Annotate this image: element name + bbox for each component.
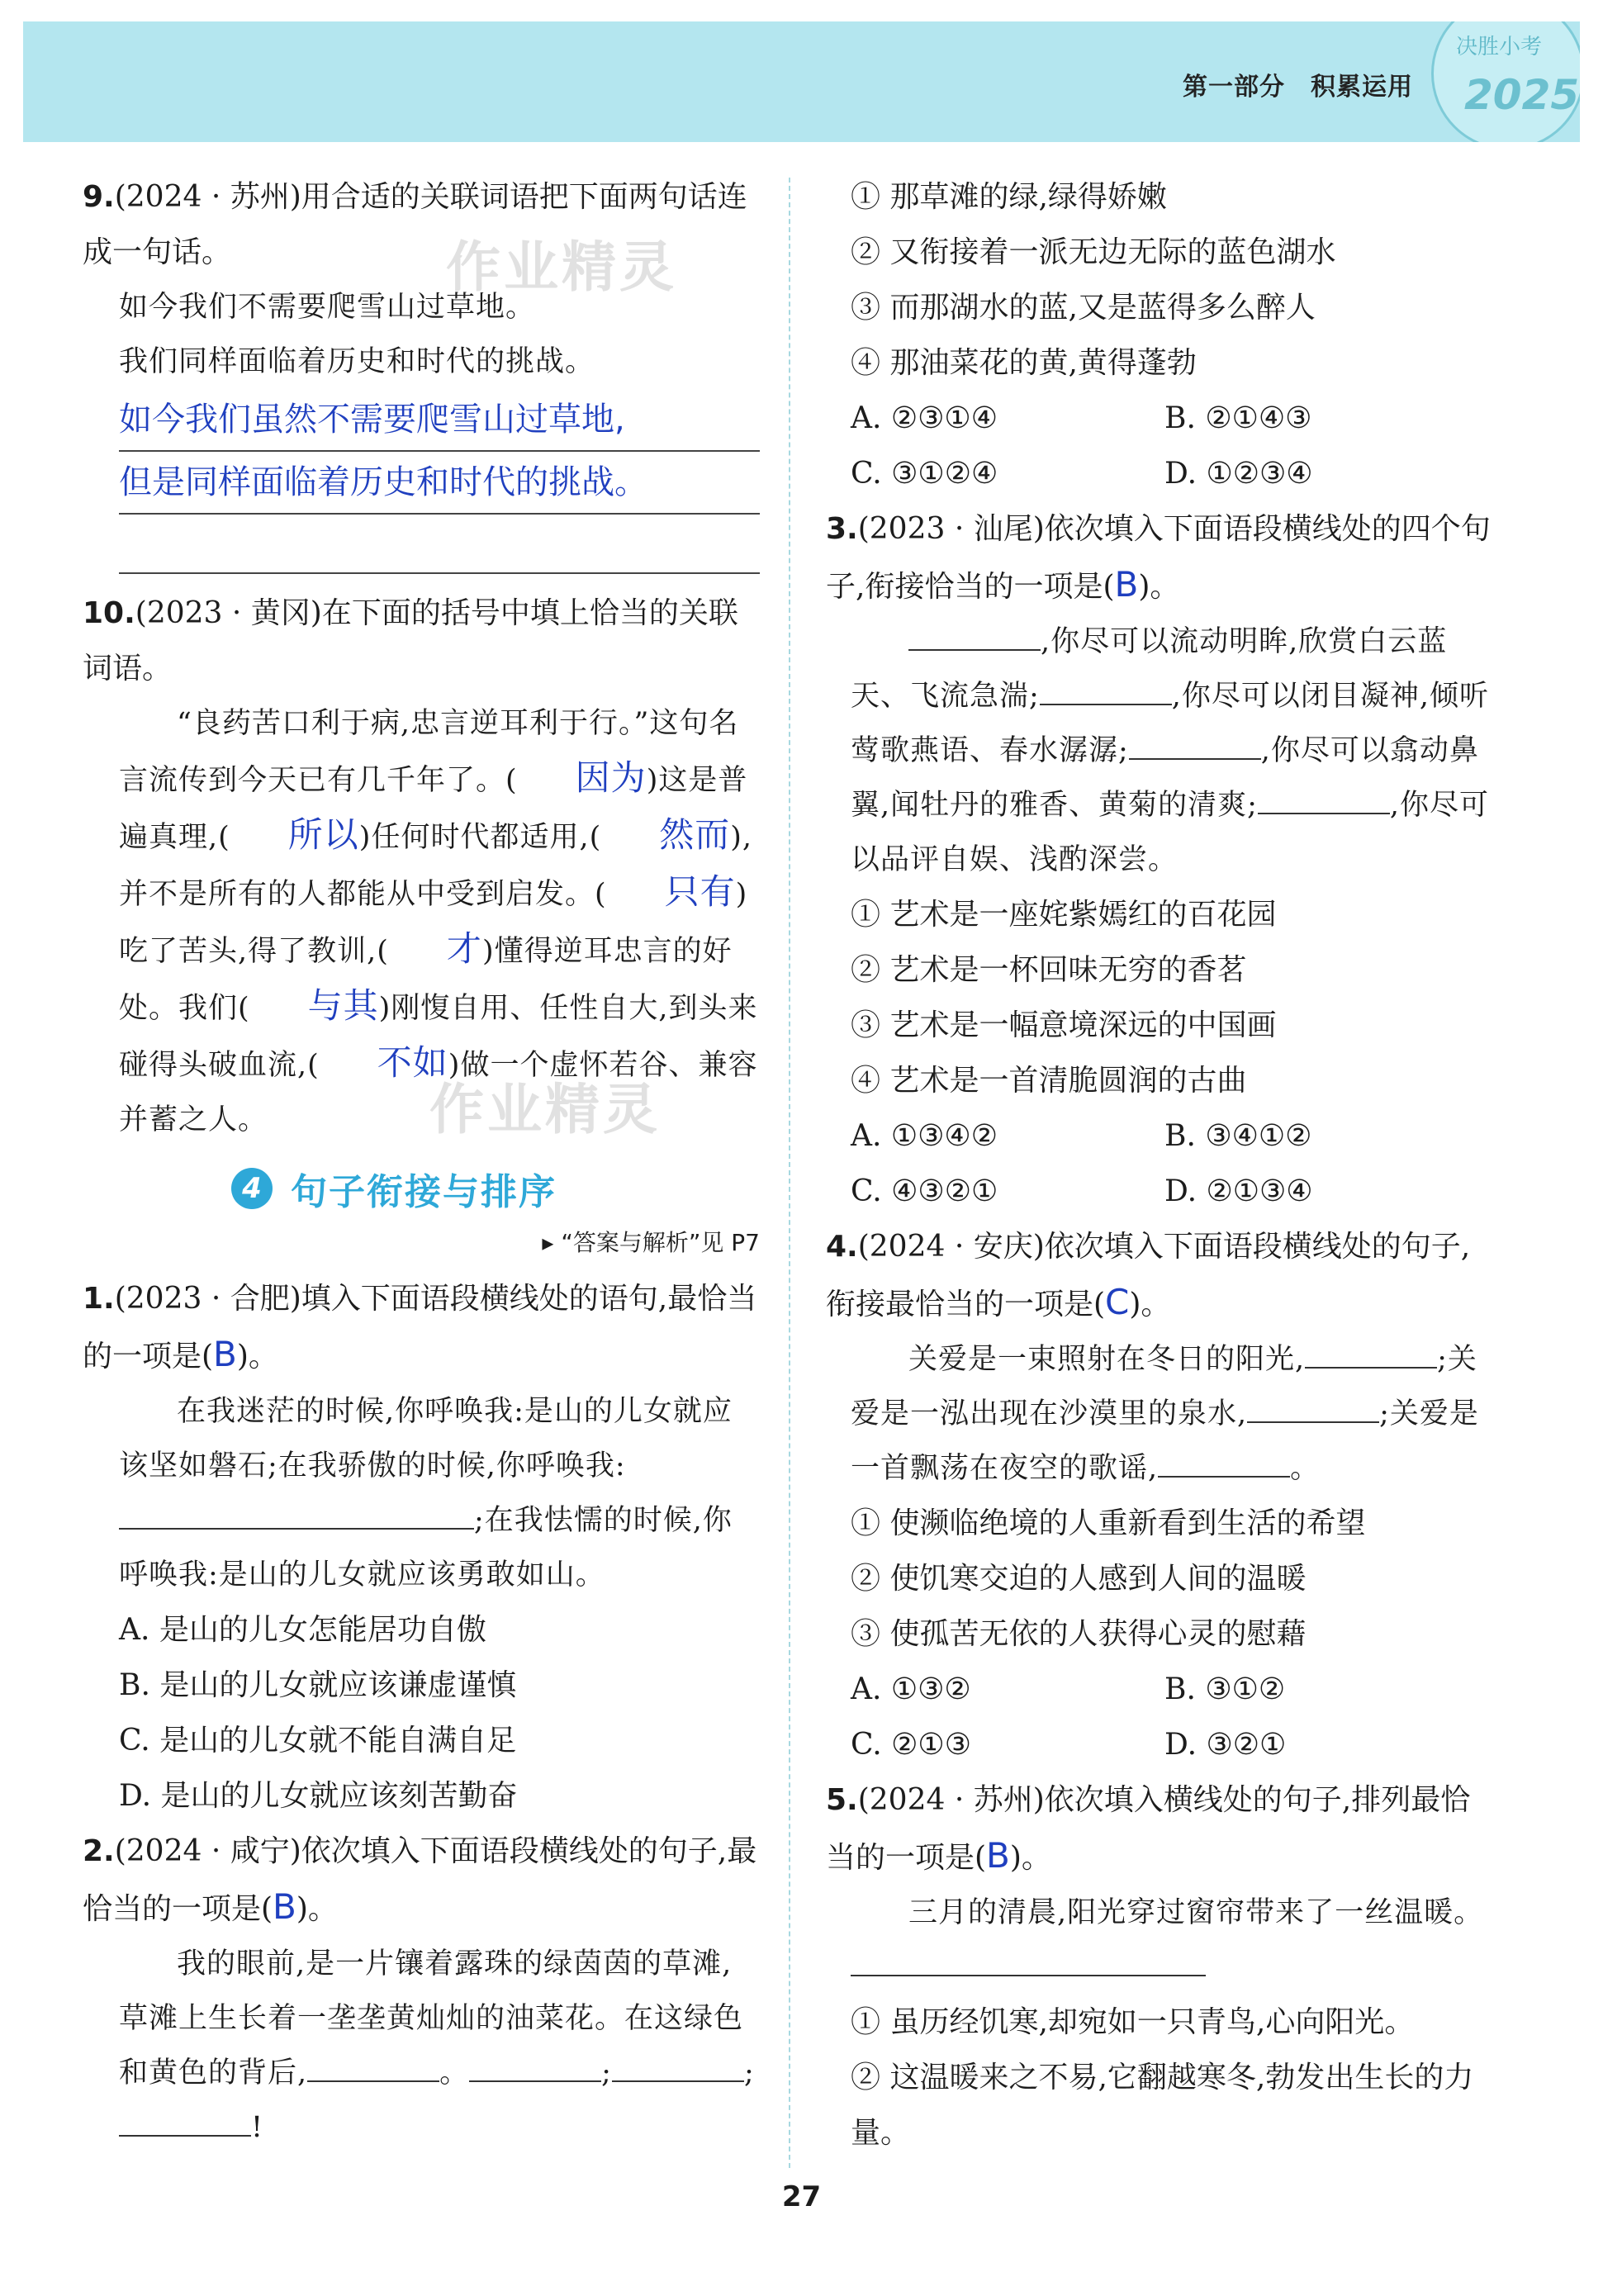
- text: !: [251, 2111, 264, 2144]
- left-column: [83, 169, 760, 2155]
- option-row: [826, 446, 1495, 501]
- text: ;关爱是一首飘荡在夜空的歌谣,: [851, 1397, 1479, 1485]
- answer: B: [986, 1835, 1010, 1876]
- answer: 因为: [575, 757, 647, 798]
- question-number: 10.: [83, 596, 135, 630]
- text: 在我迷茫的时候,你呼唤我:是山的儿女就应该坚如磐石;在我骄傲的时候,你呼唤我:: [119, 1395, 733, 1482]
- option-row: [826, 1164, 1495, 1219]
- option: D. ②①③④: [1164, 1174, 1313, 1208]
- item: ② 这温暖来之不易,它翻越寒冬,勃发出生长的力量。: [851, 2061, 1474, 2150]
- text: ,你尽可以品评自娱、浅酌深尝。: [851, 789, 1490, 876]
- section-number: 4: [231, 1168, 273, 1209]
- option-row: [826, 1662, 1495, 1717]
- question-s4: [826, 1219, 1495, 1772]
- option: B. 是山的儿女就应该谦虚谨慎: [119, 1668, 517, 1702]
- question-s3: [826, 501, 1495, 1219]
- question-stem: [83, 169, 760, 280]
- question-number: 2.: [83, 1834, 115, 1868]
- passage: [83, 1384, 760, 1602]
- text: ,你尽可以翕动鼻翼,闻牡丹的雅香、黄菊的清爽;: [851, 734, 1479, 822]
- page-number: 27: [781, 2180, 822, 2213]
- question-s2-continued: [826, 169, 1495, 501]
- option: C. ④③②①: [851, 1174, 998, 1208]
- option: B. ②①④③: [1164, 401, 1312, 435]
- option-row: [826, 1717, 1495, 1772]
- answer: 与其: [307, 985, 379, 1026]
- item: ② 艺术是一杯回味无穷的香茗: [851, 953, 1247, 987]
- item: ① 使濒临绝境的人重新看到生活的希望: [851, 1506, 1366, 1540]
- option: B. ③④①②: [1164, 1119, 1312, 1153]
- option: B. ③①②: [1164, 1672, 1286, 1706]
- option: A. 是山的儿女怎能居功自傲: [119, 1613, 486, 1647]
- option: C. ③①②④: [851, 457, 998, 491]
- item: ① 艺术是一座姹紫嫣红的百花园: [851, 898, 1277, 932]
- question-s1: [83, 1271, 760, 1824]
- text: )吃了苦头,得了教训,(: [119, 878, 748, 968]
- blank: [851, 1975, 1206, 1976]
- question-stem: [83, 586, 760, 696]
- item: ② 又衔接着一派无边无际的蓝色湖水: [851, 235, 1336, 269]
- question-9: [83, 169, 760, 574]
- option: A. ①③②: [851, 1672, 971, 1706]
- stem-text: (2023 · 黄冈)在下面的括号中填上恰当的关联词语。: [83, 596, 738, 685]
- section-title: 句子衔接与排序: [291, 1171, 557, 1213]
- text: 关爱是一束照射在冬日的阳光,: [908, 1343, 1306, 1376]
- text: )这是普遍真理,(: [119, 764, 748, 854]
- answer-reference: ▸ “答案与解析”见 P7: [542, 1229, 760, 1256]
- blank: [1040, 704, 1172, 705]
- option: C. ②①③: [851, 1728, 971, 1762]
- stem-text: (2024 · 苏州)依次填入横线处的句子,排列最恰当的一项是(: [826, 1783, 1471, 1875]
- stem-text: (2024 · 苏州)用合适的关联词语把下面两句话连成一句话。: [83, 180, 747, 269]
- item: ③ 艺术是一幅意境深远的中国画: [851, 1008, 1277, 1042]
- answer: B: [273, 1886, 296, 1927]
- blank: [1258, 813, 1390, 814]
- right-column: [826, 169, 1495, 2161]
- stem-end: )。: [1129, 1288, 1171, 1321]
- answer: C: [1105, 1282, 1130, 1322]
- answer: 只有: [664, 871, 736, 912]
- text: (: [505, 764, 518, 797]
- question-number: 4.: [826, 1230, 858, 1264]
- text: ;在我怯懦的时候,你呼唤我:是山的儿女就应该勇敢如山。: [119, 1504, 733, 1592]
- section-header-title: 第一部分 积累运用: [1183, 73, 1413, 102]
- text: ,你尽可以闭目凝神,倾听莺歌燕语、春水潺潺;: [851, 680, 1490, 767]
- question-s2: [83, 1824, 760, 2155]
- watermark: 作业精灵: [446, 235, 677, 299]
- question-10: [83, 586, 760, 1147]
- blank: [119, 2135, 251, 2137]
- text: ;: [743, 2056, 755, 2090]
- option: C. 是山的儿女就不能自满自足: [119, 1724, 517, 1758]
- text: 。: [439, 2056, 470, 2090]
- item: ③ 使孤苦无依的人获得心灵的慰藉: [851, 1617, 1307, 1651]
- item: ① 虽历经饥寒,却宛如一只青鸟,心向阳光。: [851, 2005, 1415, 2039]
- text: ;: [601, 2056, 612, 2090]
- blank: [119, 1528, 474, 1530]
- question-s5: [826, 1772, 1495, 2161]
- blank: [307, 2080, 439, 2082]
- watermark: 作业精灵: [429, 1078, 661, 1141]
- answer: B: [213, 1334, 237, 1374]
- stem-text: (2023 · 合肥)填入下面语段横线处的语句,最恰当的一项是(: [83, 1282, 757, 1373]
- blank: [612, 2080, 744, 2082]
- question-stem: [826, 1219, 1495, 1332]
- stem-end: )。: [1009, 1841, 1051, 1875]
- item: ② 使饥寒交迫的人感到人间的温暖: [851, 1562, 1307, 1596]
- item: ④ 艺术是一首清脆圆润的古曲: [851, 1064, 1247, 1098]
- year-badge: [1423, 21, 1580, 142]
- question-stem: [83, 1824, 760, 1937]
- item: ③ 而那湖水的蓝,又是蓝得多么醉人: [851, 291, 1316, 325]
- text: )刚愎自用、任性自大,到头来碰得头破血流,(: [119, 992, 758, 1082]
- text: ;关爱是一泓出现在沙漠里的泉水,: [851, 1343, 1477, 1430]
- answer-line-2: 但是同样面临着历史和时代的挑战。: [119, 452, 760, 515]
- question-stem: [83, 1271, 760, 1384]
- blank: [1129, 758, 1261, 760]
- passage: [826, 1332, 1495, 1496]
- blank: [1247, 1421, 1379, 1423]
- question-number: 5.: [826, 1783, 858, 1817]
- stem-end: )。: [296, 1892, 338, 1926]
- question-stem: [826, 1772, 1495, 1886]
- text: 三月的清晨,阳光穿过窗帘带来了一丝温暖。: [908, 1896, 1484, 1929]
- question-number: 3.: [826, 512, 858, 546]
- text: ),并不是所有的人都能从中受到启发。(: [119, 821, 753, 911]
- option-row: [826, 1108, 1495, 1164]
- blank: [469, 2080, 601, 2082]
- passage: [826, 614, 1495, 887]
- answer-line-3: [119, 515, 760, 574]
- option: A. ①③④②: [851, 1119, 998, 1153]
- answer: 所以: [287, 814, 359, 855]
- answer: B: [1114, 564, 1139, 605]
- section-heading: [231, 1162, 760, 1215]
- answer: 才: [446, 928, 482, 969]
- text: ,你尽可以流动明眸,欣赏白云蓝天、飞流急湍;: [851, 625, 1448, 713]
- sentence-2: 我们同样面临着历史和时代的挑战。: [119, 345, 595, 378]
- stem-text: (2024 · 安庆)依次填入下面语段横线处的句子,衔接最恰当的一项是(: [826, 1230, 1471, 1321]
- item: ① 那草滩的绿,绿得娇嫩: [851, 180, 1167, 214]
- sentence-1: 如今我们不需要爬雪山过草地。: [119, 291, 536, 324]
- stem-text: (2024 · 咸宁)依次填入下面语段横线处的句子,最恰当的一项是(: [83, 1834, 757, 1926]
- text: )任何时代都适用,(: [358, 821, 602, 854]
- item: ④ 那油菜花的黄,黄得蓬勃: [851, 346, 1197, 380]
- blank: [1305, 1367, 1437, 1369]
- option: D. ③②①: [1164, 1728, 1287, 1762]
- option: D. ①②③④: [1164, 457, 1313, 491]
- text: 我的眼前,是一片镶着露珠的绿茵茵的草滩,草滩上生长着一垄垄黄灿灿的油菜花。在这绿色和黄色的背后,: [119, 1947, 744, 2090]
- option: A. ②③①④: [851, 401, 998, 435]
- blank: [908, 649, 1041, 651]
- option-row: [826, 391, 1495, 446]
- blank: [1158, 1476, 1290, 1478]
- text: “良药苦口利于病,忠言逆耳利于行。”这句名言流传到今天已有几千年了。: [119, 707, 739, 797]
- badge-text: 决胜小考: [1456, 35, 1543, 59]
- passage: [83, 1937, 760, 2155]
- text: 。: [1290, 1452, 1321, 1485]
- question-number: 1.: [83, 1282, 115, 1316]
- passage: [83, 696, 760, 1147]
- question-stem: [826, 501, 1495, 614]
- stem-text: (2023 · 汕尾)依次填入下面语段横线处的四个句子,衔接恰当的一项是(: [826, 512, 1491, 604]
- stem-end: )。: [1138, 570, 1180, 604]
- answer: 不如: [377, 1042, 448, 1083]
- column-divider: [789, 178, 790, 2168]
- badge-year: 2025: [1464, 71, 1580, 119]
- answer: 然而: [659, 814, 731, 855]
- text: )懂得逆耳忠言的好处。我们(: [119, 935, 733, 1025]
- stem-end: )。: [236, 1340, 278, 1373]
- question-number: 9.: [83, 180, 115, 214]
- passage: [826, 1886, 1495, 1995]
- answer-line-1: 如今我们虽然不需要爬雪山过草地,: [119, 389, 760, 452]
- text: )做一个虚怀若谷、兼容并蓄之人。: [119, 1049, 758, 1136]
- option: D. 是山的儿女就应该刻苦勤奋: [119, 1779, 518, 1813]
